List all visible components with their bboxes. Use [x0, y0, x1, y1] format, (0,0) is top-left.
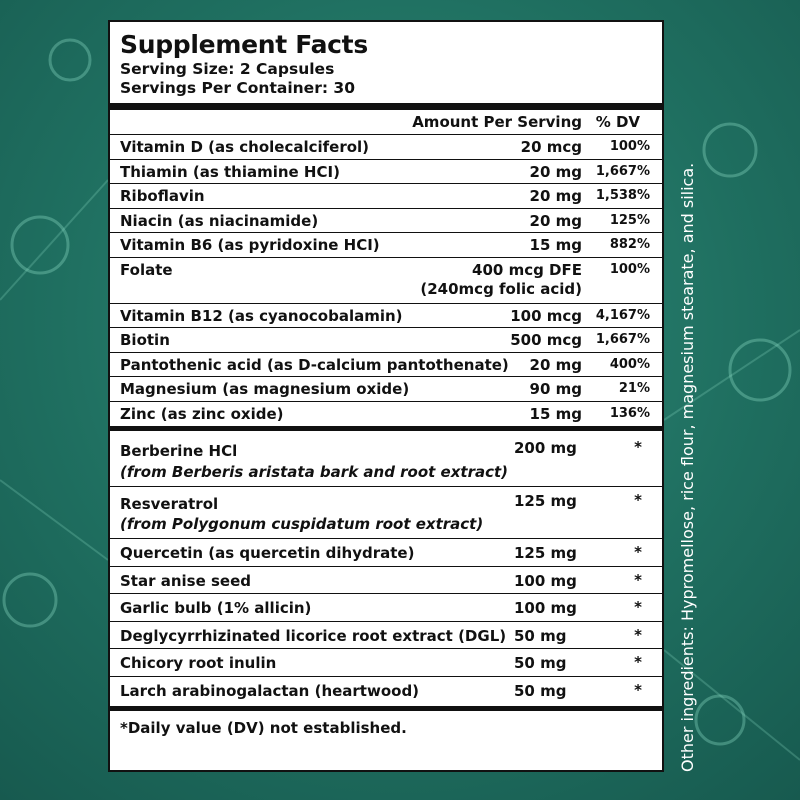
nutrient-amount: 500 mcg — [510, 331, 582, 349]
servings-per-container: Servings Per Container: 30 — [120, 79, 355, 97]
ingredient-row — [110, 567, 662, 595]
nutrient-dv: 1,667% — [595, 332, 650, 347]
ingredient-dv: * — [634, 438, 642, 456]
nutrient-amount: 100 mcg — [510, 306, 582, 325]
nutrient-dv: 882% — [609, 237, 650, 252]
ingredient-name: Deglycyrrhizinated licorice root extract (DGL) — [120, 626, 507, 645]
ingredient-dv: * — [634, 625, 642, 644]
ingredient-name: Star anise seed — [120, 571, 251, 590]
nutrient-row — [110, 209, 662, 234]
nutrient-dv: 136% — [609, 405, 650, 421]
ingredient-row — [110, 487, 662, 539]
ingredient-amount: 100 mg — [514, 571, 577, 590]
nutrient-amount: 20 mg — [529, 355, 582, 374]
ingredient-row — [110, 677, 662, 706]
nutrient-dv: 125% — [609, 212, 650, 228]
nutrient-name: Thiamin (as thiamine HCI) — [120, 162, 340, 181]
nutrient-name: Zinc (as zinc oxide) — [120, 404, 284, 423]
vitamin-list — [120, 135, 652, 426]
header-amount: Amount Per Serving — [412, 113, 582, 131]
nutrient-amount: 15 mg — [529, 236, 582, 254]
supplement-facts-panel — [108, 20, 664, 772]
nutrient-amount: 90 mg — [529, 380, 582, 398]
nutrient-row — [110, 304, 662, 329]
nutrient-name: Vitamin B12 (as cyanocobalamin) — [120, 306, 403, 325]
nutrient-dv: 100% — [609, 261, 650, 277]
nutrient-row — [110, 377, 662, 402]
nutrient-row — [110, 160, 662, 185]
ingredient-dv: * — [634, 598, 642, 616]
ingredient-amount: 125 mg — [514, 492, 577, 510]
nutrient-row — [110, 353, 662, 378]
ingredient-row — [110, 649, 662, 677]
nutrient-row — [110, 184, 662, 209]
ingredient-source: (from Polygonum cuspidatum root extract) — [120, 515, 484, 533]
nutrient-row — [110, 258, 662, 304]
nutrient-dv: 1,667% — [595, 163, 650, 179]
nutrient-amount: 15 mg — [529, 404, 582, 423]
ingredient-dv: * — [634, 653, 642, 671]
nutrient-amount: 20 mg — [529, 211, 582, 230]
nutrient-amount: 20 mg — [529, 187, 582, 205]
serving-size: Serving Size: 2 Capsules — [120, 60, 335, 78]
ingredient-list — [120, 431, 652, 706]
nutrient-amount: 20 mcg — [520, 138, 582, 156]
nutrient-name: Niacin (as niacinamide) — [120, 211, 319, 230]
nutrient-row — [110, 402, 662, 427]
nutrient-name: Folate — [120, 260, 173, 279]
nutrient-amount-detail: (240mcg folic acid) — [420, 279, 582, 298]
ingredient-name: Chicory root inulin — [120, 654, 277, 672]
nutrient-row — [110, 328, 662, 353]
ingredient-amount: 50 mg — [514, 681, 567, 700]
ingredient-amount: 125 mg — [514, 544, 577, 562]
ingredient-row — [110, 431, 662, 487]
ingredient-source: (from Berberis aristata bark and root extract) — [120, 463, 509, 481]
header-dv: % DV — [595, 113, 640, 131]
ingredient-name: Larch arabinogalactan (heartwood) — [120, 681, 420, 700]
nutrient-name: Riboflavin — [120, 187, 205, 205]
ingredient-row — [110, 622, 662, 650]
nutrient-dv: 100% — [609, 139, 650, 154]
ingredient-name: Quercetin (as quercetin dihydrate) — [120, 544, 415, 562]
ingredient-name: Berberine HCl — [120, 442, 238, 460]
nutrient-name: Magnesium (as magnesium oxide) — [120, 380, 410, 398]
ingredient-dv: * — [634, 680, 642, 699]
other-ingredients: Other ingredients: Hypromellose, rice flour, magnesium stearate, and silica. — [678, 162, 697, 772]
nutrient-amount: 400 mcg DFE — [472, 260, 582, 279]
ingredient-amount: 50 mg — [514, 654, 567, 672]
ingredient-name: Resveratrol — [120, 495, 219, 513]
column-header — [120, 110, 652, 134]
nutrient-dv: 21% — [618, 381, 650, 396]
nutrient-dv: 1,538% — [595, 188, 650, 203]
ingredient-row — [110, 594, 662, 622]
nutrient-name: Vitamin B6 (as pyridoxine HCI) — [120, 236, 380, 254]
panel-title: Supplement Facts — [120, 30, 368, 59]
nutrient-row — [110, 135, 662, 160]
ingredient-dv: * — [634, 570, 642, 589]
divider-thick — [110, 706, 662, 711]
nutrient-name: Biotin — [120, 331, 170, 349]
ingredient-row — [110, 539, 662, 567]
nutrient-amount: 20 mg — [529, 162, 582, 181]
divider-thick — [110, 103, 662, 110]
ingredient-dv: * — [634, 543, 642, 561]
nutrient-row — [110, 233, 662, 258]
ingredient-amount: 50 mg — [514, 626, 567, 645]
nutrient-dv: 4,167% — [595, 307, 650, 323]
ingredient-amount: 100 mg — [514, 599, 577, 617]
nutrient-name: Pantothenic acid (as D-calcium pantothenate) — [120, 355, 509, 374]
nutrient-name: Vitamin D (as cholecalciferol) — [120, 138, 370, 156]
ingredient-name: Garlic bulb (1% allicin) — [120, 599, 312, 617]
ingredient-dv: * — [634, 491, 642, 509]
footnote: *Daily value (DV) not established. — [120, 718, 407, 737]
ingredient-amount: 200 mg — [514, 439, 577, 457]
nutrient-dv: 400% — [609, 356, 650, 372]
